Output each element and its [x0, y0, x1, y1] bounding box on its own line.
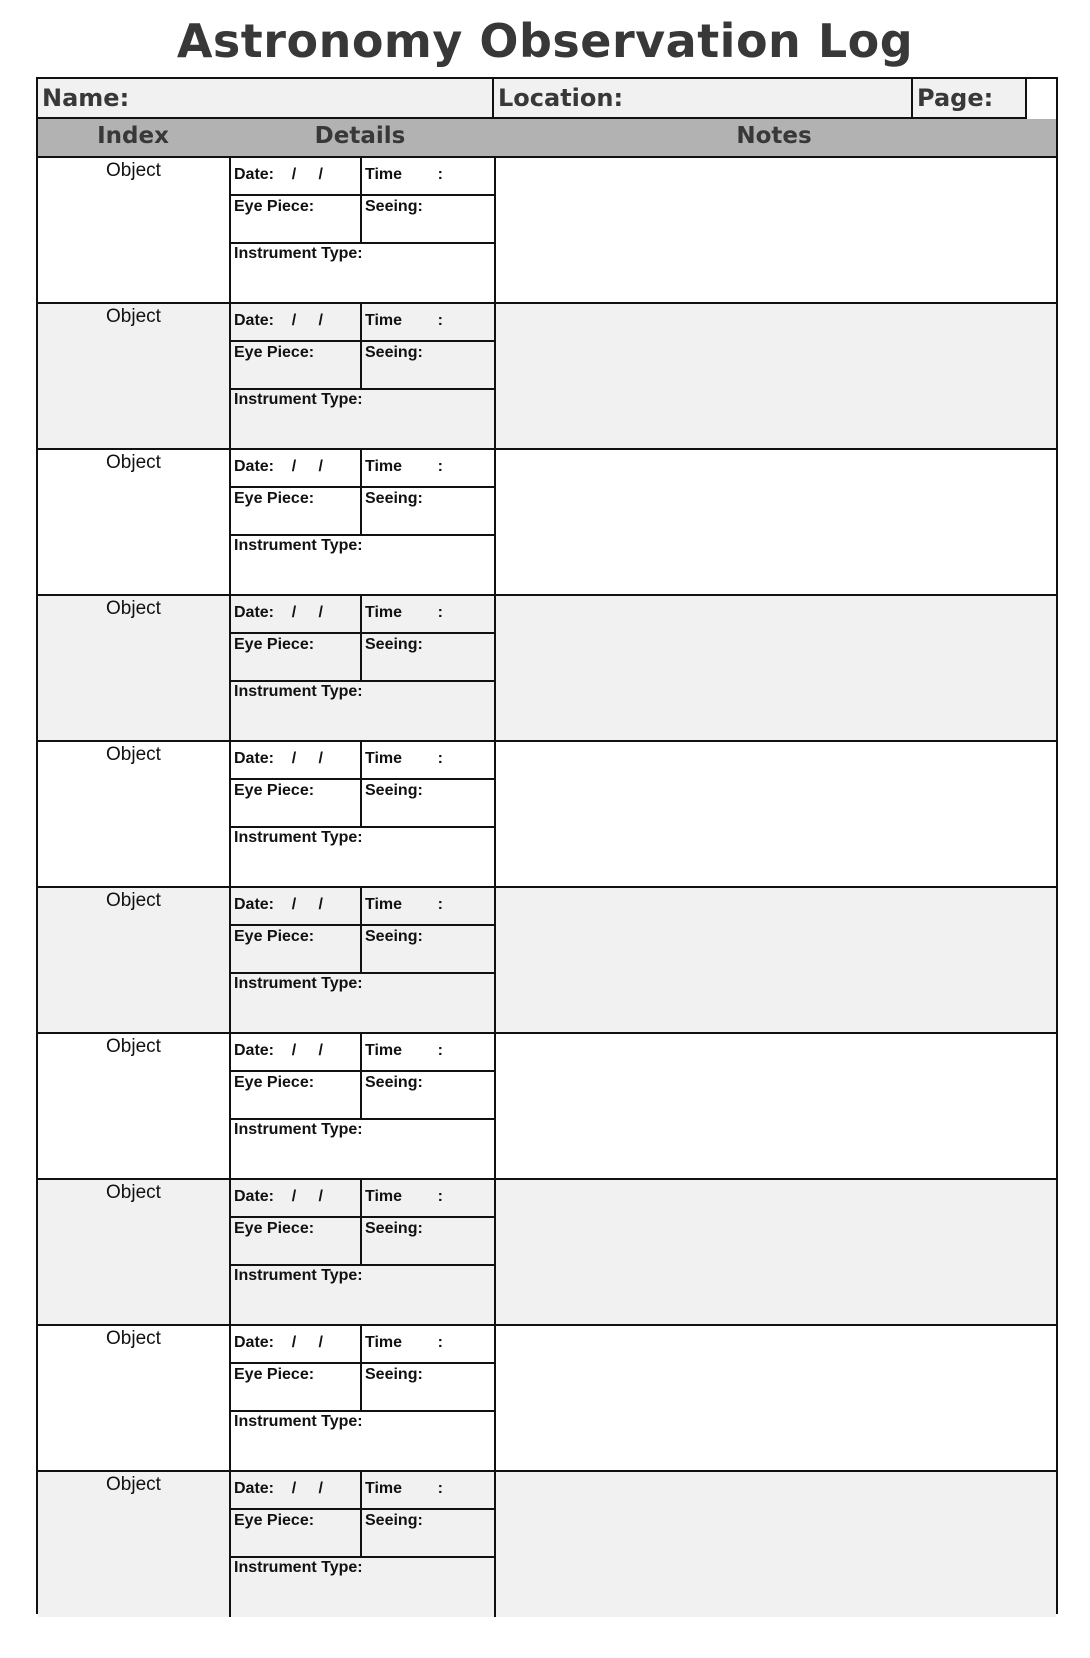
entry-list: [38, 158, 1056, 1617]
observation-entry: [38, 1034, 1056, 1180]
instrument-type-field[interactable]: Instrument Type:: [234, 1267, 363, 1284]
eyepiece-field[interactable]: Eye Piece:: [231, 1510, 362, 1558]
log-table: [36, 77, 1058, 1614]
eyepiece-field[interactable]: Eye Piece:: [231, 780, 362, 828]
seeing-field[interactable]: Seeing:: [362, 780, 494, 828]
time-field[interactable]: Time :: [362, 742, 494, 780]
column-header-notes: Notes: [736, 123, 812, 149]
eyepiece-field[interactable]: Eye Piece:: [231, 1072, 362, 1120]
column-header-details: Details: [314, 123, 406, 149]
date-field[interactable]: Date: / /: [231, 158, 362, 196]
date-field[interactable]: Date: / /: [231, 742, 362, 780]
date-field[interactable]: Date: / /: [231, 888, 362, 926]
eyepiece-field[interactable]: Eye Piece:: [231, 488, 362, 536]
notes-field[interactable]: [494, 1472, 1056, 1617]
observation-entry: [38, 596, 1056, 742]
eyepiece-field[interactable]: Eye Piece:: [231, 1218, 362, 1266]
seeing-field[interactable]: Seeing:: [362, 196, 494, 244]
details-block: [229, 1180, 496, 1324]
time-field[interactable]: Time :: [362, 1034, 494, 1072]
eyepiece-field[interactable]: Eye Piece:: [231, 342, 362, 390]
instrument-type-field[interactable]: Instrument Type:: [234, 683, 363, 700]
object-field[interactable]: Object: [106, 598, 161, 619]
column-header-row: [38, 119, 1056, 158]
details-block: [229, 888, 496, 1032]
time-field[interactable]: Time :: [362, 1472, 494, 1510]
details-block: [229, 1034, 496, 1178]
details-block: [229, 1326, 496, 1470]
date-field[interactable]: Date: / /: [231, 1326, 362, 1364]
object-field[interactable]: Object: [106, 890, 161, 911]
name-field[interactable]: [38, 79, 494, 119]
details-block: [229, 1472, 496, 1617]
date-field[interactable]: Date: / /: [231, 1034, 362, 1072]
time-field[interactable]: Time :: [362, 596, 494, 634]
seeing-field[interactable]: Seeing:: [362, 1072, 494, 1120]
date-field[interactable]: Date: / /: [231, 450, 362, 488]
notes-field[interactable]: [494, 1180, 1056, 1324]
details-block: [229, 304, 496, 448]
page-label: Page:: [917, 84, 994, 112]
eyepiece-field[interactable]: Eye Piece:: [231, 926, 362, 974]
observation-entry: [38, 742, 1056, 888]
observation-entry: [38, 1326, 1056, 1472]
details-block: [229, 742, 496, 886]
date-field[interactable]: Date: / /: [231, 304, 362, 342]
location-label: Location:: [498, 84, 624, 112]
time-field[interactable]: Time :: [362, 1326, 494, 1364]
seeing-field[interactable]: Seeing:: [362, 926, 494, 974]
time-field[interactable]: Time :: [362, 450, 494, 488]
eyepiece-field[interactable]: Eye Piece:: [231, 1364, 362, 1412]
instrument-type-field[interactable]: Instrument Type:: [234, 1121, 363, 1138]
time-field[interactable]: Time :: [362, 888, 494, 926]
notes-field[interactable]: [494, 1326, 1056, 1470]
notes-field[interactable]: [494, 304, 1056, 448]
notes-field[interactable]: [494, 450, 1056, 594]
object-field[interactable]: Object: [106, 160, 161, 181]
object-field[interactable]: Object: [106, 1036, 161, 1057]
date-field[interactable]: Date: / /: [231, 1472, 362, 1510]
seeing-field[interactable]: Seeing:: [362, 1364, 494, 1412]
object-field[interactable]: Object: [106, 1328, 161, 1349]
time-field[interactable]: Time :: [362, 1180, 494, 1218]
column-header-index: Index: [97, 123, 169, 149]
observation-entry: [38, 304, 1056, 450]
seeing-field[interactable]: Seeing:: [362, 488, 494, 536]
observation-entry: [38, 1472, 1056, 1617]
page-field[interactable]: [913, 79, 1027, 119]
notes-field[interactable]: [494, 1034, 1056, 1178]
instrument-type-field[interactable]: Instrument Type:: [234, 975, 363, 992]
instrument-type-field[interactable]: Instrument Type:: [234, 1413, 363, 1430]
observation-entry: [38, 158, 1056, 304]
location-field[interactable]: [494, 79, 913, 119]
notes-field[interactable]: [494, 596, 1056, 740]
date-field[interactable]: Date: / /: [231, 1180, 362, 1218]
object-field[interactable]: Object: [106, 306, 161, 327]
eyepiece-field[interactable]: Eye Piece:: [231, 634, 362, 682]
object-field[interactable]: Object: [106, 1474, 161, 1495]
seeing-field[interactable]: Seeing:: [362, 1510, 494, 1558]
seeing-field[interactable]: Seeing:: [362, 634, 494, 682]
notes-field[interactable]: [494, 742, 1056, 886]
details-block: [229, 450, 496, 594]
notes-field[interactable]: [494, 158, 1056, 302]
instrument-type-field[interactable]: Instrument Type:: [234, 829, 363, 846]
time-field[interactable]: Time :: [362, 158, 494, 196]
observation-entry: [38, 888, 1056, 1034]
name-label: Name:: [42, 84, 130, 112]
date-field[interactable]: Date: / /: [231, 596, 362, 634]
eyepiece-field[interactable]: Eye Piece:: [231, 196, 362, 244]
details-block: [229, 158, 496, 302]
object-field[interactable]: Object: [106, 452, 161, 473]
observation-entry: [38, 450, 1056, 596]
seeing-field[interactable]: Seeing:: [362, 1218, 494, 1266]
instrument-type-field[interactable]: Instrument Type:: [234, 391, 363, 408]
observation-entry: [38, 1180, 1056, 1326]
instrument-type-field[interactable]: Instrument Type:: [234, 537, 363, 554]
instrument-type-field[interactable]: Instrument Type:: [234, 1559, 363, 1576]
seeing-field[interactable]: Seeing:: [362, 342, 494, 390]
page-title: Astronomy Observation Log: [176, 14, 914, 68]
notes-field[interactable]: [494, 888, 1056, 1032]
details-block: [229, 596, 496, 740]
object-field[interactable]: Object: [106, 1182, 161, 1203]
object-field[interactable]: Object: [106, 744, 161, 765]
instrument-type-field[interactable]: Instrument Type:: [234, 245, 363, 262]
time-field[interactable]: Time :: [362, 304, 494, 342]
